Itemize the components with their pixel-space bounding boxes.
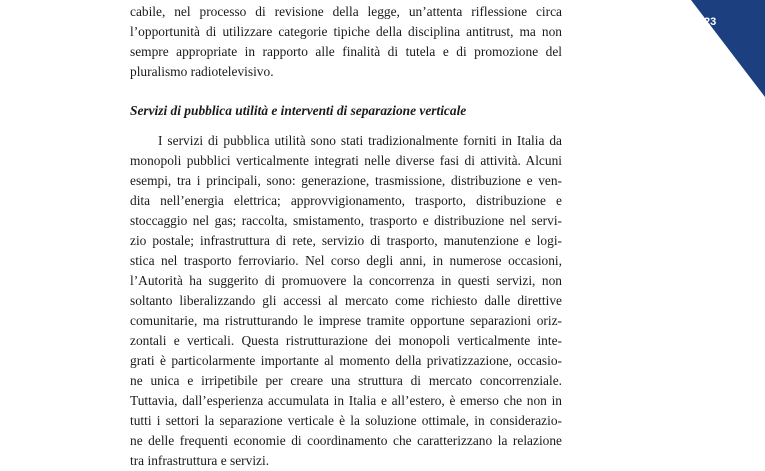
paragraph-line: stoccaggio nel gas; raccolta, smistamento, trasporto e distribuzione nel servi- (130, 213, 562, 228)
paragraph-line: cabile, nel processo di revisione della legge, un’attenta riflessione circa (130, 4, 562, 19)
paragraph-line: dita nell’energia elettrica; approvvigionamento, trasporto, distribuzione e (130, 193, 562, 208)
paragraph-line: l’opportunità di utilizzare categorie tipiche della disciplina antitrust, ma non (130, 24, 562, 39)
paragraph-line: zontali e verticali. Questa ristrutturazione dei monopoli verticalmente inte- (130, 333, 562, 348)
paragraph-line: soltanto liberalizzando gli accessi al mercato come richiesto dalle direttive (130, 293, 562, 308)
paragraph-line: pluralismo radiotelevisivo. (130, 64, 274, 79)
paragraph-line: ne delle frequenti economie di coordinamento che caratterizzano la relazione (130, 433, 562, 448)
paragraph-line: comunitarie, ma ristrutturando le imprese tramite opportune separazioni oriz- (130, 313, 562, 328)
paragraph-line: stica nel trasporto ferroviario. Nel corso degli anni, in numerose occasioni, (130, 253, 562, 268)
paragraph-line: Tuttavia, dall’esperienza accumulata in Italia e all’estero, è emerso che non in (130, 393, 562, 408)
page-number: 23 (704, 16, 717, 28)
paragraph-line: esempi, tra i principali, sono: generazione, trasmissione, distribuzione e ven- (130, 173, 562, 188)
paragraph-line: grati è particolarmente importante al momento della privatizzazione, occasio- (130, 353, 562, 368)
section-heading: Servizi di pubblica utilità e interventi di separazione verticale (130, 103, 467, 118)
paragraph-line: I servizi di pubblica utilità sono stati tradizionalmente forniti in Italia da (158, 133, 562, 148)
paragraph-line: l’Autorità ha suggerito di promuovere la concorrenza in questi servizi, non (130, 273, 562, 288)
paragraph-line: sempre appropriate in rapporto alle finalità di tutela e di promozione del (130, 44, 562, 59)
paragraph-continued (130, 2, 562, 82)
paragraph-line: monopoli pubblici verticalmente integrati nelle diverse fasi di attività. Alcuni (130, 153, 562, 168)
paragraph-servizi (130, 131, 562, 471)
paragraph-line: zio postale; infrastruttura di rete, servizio di trasporto, manutenzione e logi- (130, 233, 562, 248)
corner-triangle-shape (691, 0, 765, 97)
paragraph-line: tutti i settori la separazione verticale è la soluzione ottimale, in considerazio- (130, 413, 562, 428)
page-corner-tab (691, 0, 765, 97)
paragraph-line: tra infrastruttura e servizi. (130, 453, 270, 468)
paragraph-line: ne unica e irripetibile per creare una struttura di mercato concorrenziale. (130, 373, 562, 388)
